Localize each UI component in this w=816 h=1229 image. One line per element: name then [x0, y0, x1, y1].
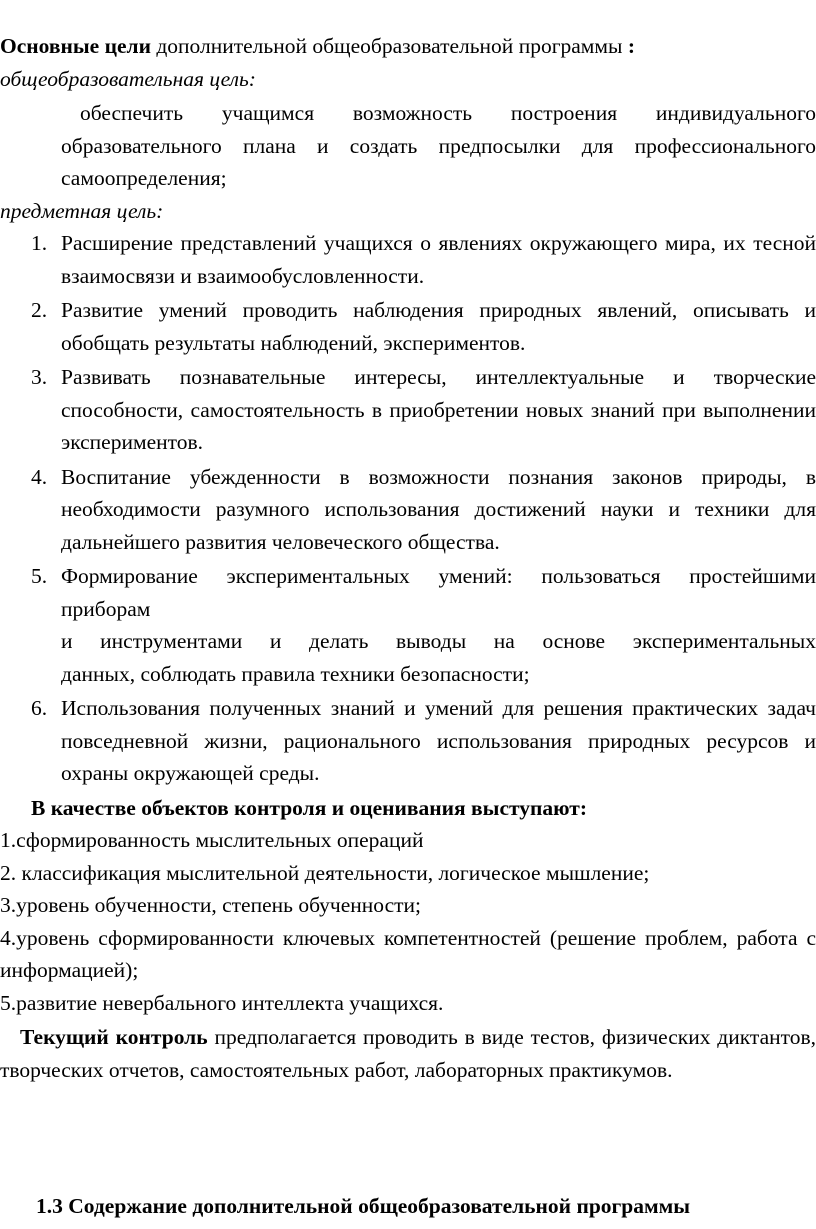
intro-line [0, 30, 816, 63]
subject-goal-list [0, 227, 816, 790]
general-goal-text: обеспечить учащимся возможность построения индивидуального образовательного плана и создать предпосылки для профессионального самоопределения; [61, 101, 816, 190]
list-item-number: 1. [31, 231, 48, 255]
intro-bold: Основные цели [0, 34, 151, 58]
control-item: 1.сформированность мыслительных операций [0, 828, 424, 852]
control-item: 4.уровень сформированности ключевых компетентностей (решение проблем, работа с информацией); [0, 925, 816, 982]
list-item-continuation-b: данных, соблюдать правила техники безопасности; [61, 661, 530, 686]
general-goal-label: общеобразовательная цель: [0, 66, 256, 91]
list-item [0, 294, 816, 359]
list-item [0, 560, 816, 690]
current-control-bold: Текущий контроль [20, 1025, 208, 1049]
control-list [0, 824, 816, 1019]
list-item-text: Использования полученных знаний и умений для решения практических задач повседневной жизни, рационального использования природных ресурсов и охраны окружающей среды. [61, 696, 816, 785]
current-control-rest: предполагается проводить в виде тестов, физических диктантов, творческих отчетов, самостоятельных работ, лабораторных практикумов. [0, 1025, 816, 1082]
list-item-number: 5. [31, 564, 48, 588]
list-item [0, 692, 816, 790]
list-item-text: Расширение представлений учащихся о явлениях окружающего мира, их тесной взаимосвязи и взаимообусловленности. [61, 231, 816, 288]
list-item [0, 361, 816, 459]
list-item-number: 3. [31, 365, 48, 389]
list-item [0, 227, 816, 292]
subject-goal-label: предметная цель: [0, 198, 164, 223]
control-item: 2. классификация мыслительной деятельности, логическое мышление; [0, 860, 650, 885]
document-page [0, 30, 816, 1086]
list-item-text: Формирование экспериментальных умений: пользоваться простейшими приборам [61, 564, 816, 621]
list-item-continuation-a: и инструментами и делать выводы на основе экспериментальных [61, 629, 816, 653]
intro-colon: : [627, 34, 636, 58]
control-item: 3.уровень обученности, степень обученности; [0, 893, 422, 917]
list-item-text: Развивать познавательные интересы, интеллектуальные и творческие способности, самостоятельность в приобретении новых знаний при выполнении экспериментов. [61, 365, 816, 454]
list-item-number: 2. [31, 298, 48, 322]
control-item: 5.развитие невербального интеллекта учащихся. [0, 990, 444, 1015]
list-item-number: 6. [31, 696, 48, 720]
list-item-text: Воспитание убежденности в возможности познания законов природы, в необходимости разумного использования достижений науки и техники для дальнейшего развития человеческого общества. [61, 464, 816, 554]
intro-rest: дополнительной общеобразовательной программы [150, 34, 628, 58]
control-heading: В качестве объектов контроля и оценивания выступают: [31, 795, 588, 820]
section-heading: 1.3 Содержание дополнительной общеобразовательной программы [36, 1194, 691, 1218]
list-item-number: 4. [31, 464, 48, 489]
current-control-paragraph [0, 1021, 816, 1086]
list-item [0, 461, 816, 559]
list-item-text: Развитие умений проводить наблюдения природных явлений, описывать и обобщать результаты наблюдений, экспериментов. [61, 298, 816, 355]
